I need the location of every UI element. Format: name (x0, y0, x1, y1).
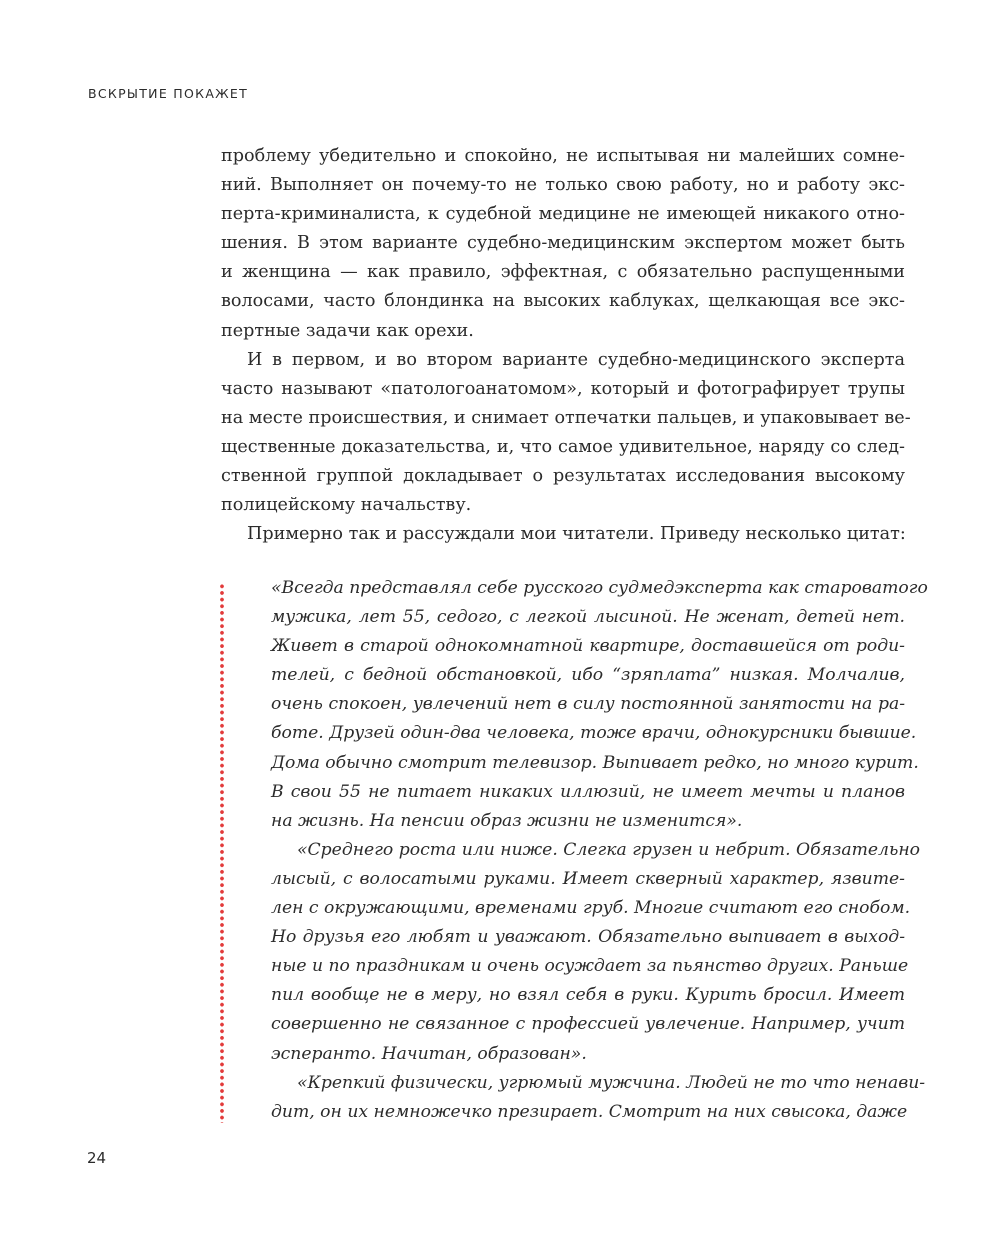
quote-line: боте. Друзей один-два человека, тоже врачи, однокурсники бывшие. (271, 723, 917, 744)
text-line: полицейскому начальству. (221, 495, 472, 516)
quote-line: Живет в старой однокомнатной квартире, доставшейся от роди- (271, 636, 905, 657)
quote-line: совершенно не связанное с профессией увлечение. Например, учит (271, 1014, 905, 1035)
text-line: пертные задачи как орехи. (221, 320, 474, 341)
quote-line: эсперанто. Начитан, образован». (271, 1043, 587, 1064)
quote-line: «Крепкий физически, угрюмый мужчина. Людей не то что ненави- (297, 1072, 926, 1093)
text-line: ственной группой докладывает о результатах исследования высокому (221, 466, 905, 487)
quote-line: на жизнь. На пенсии образ жизни не изменится». (271, 810, 743, 831)
text-line: И в первом, и во втором варианте судебно-медицинского эксперта (247, 349, 905, 370)
quote-line: лен с окружающими, временами груб. Многие считают его снобом. (271, 898, 911, 919)
quote-line: пил вообще не в меру, но взял себя в руки. Курить бросил. Имеет (271, 985, 905, 1006)
quote-line: Но друзья его любят и уважают. Обязательно выпивает в выход- (271, 927, 905, 948)
quote-dotted-rule (220, 583, 224, 1123)
text-line: на месте происшествия, и снимает отпечатки пальцев, и упаковывает ве- (221, 407, 911, 428)
text-line: перта-криминалиста, к судебной медицине не имеющей никакого отно- (221, 204, 905, 225)
text-line: щественные доказательства, и, что самое удивительное, наряду со след- (221, 436, 905, 457)
text-line: шения. В этом варианте судебно-медицинским экспертом может быть (221, 233, 905, 254)
text-line: Примерно так и рассуждали мои читатели. Приведу несколько цитат: (247, 524, 906, 545)
quote-line: дит, он их немножечко презирает. Смотрит на них свысока, даже (271, 1101, 908, 1122)
text-line: проблему убедительно и спокойно, не испытывая ни малейших сомне- (221, 146, 905, 166)
page-number: 24 (87, 1149, 107, 1167)
quote-block (271, 574, 928, 1127)
quote-line: очень спокоен, увлечений нет в силу постоянной занятости на ра- (271, 694, 905, 715)
text-line: ний. Выполняет он почему-то не только свою работу, но и работу экс- (221, 175, 905, 196)
quote-line: телей, с бедной обстановкой, ибо “зряплата” низкая. Молчалив, (271, 665, 905, 686)
quote-line: Дома обычно смотрит телевизор. Выпивает редко, но много курит. (271, 752, 919, 773)
quote-line: мужика, лет 55, седого, с легкой лысиной. Не женат, детей нет. (271, 607, 905, 628)
text-line: и женщина — как правило, эффектная, с обязательно распущенными (221, 262, 905, 283)
text-line: волосами, часто блондинка на высоких каблуках, щелкающая все экс- (221, 291, 905, 312)
quote-line: В свои 55 не питает никаких иллюзий, не имеет мечты и планов (271, 781, 905, 802)
quote-line: лысый, с волосатыми руками. Имеет скверный характер, язвите- (271, 868, 905, 889)
quote-line: «Среднего роста или ниже. Слегка грузен и небрит. Обязательно (297, 839, 921, 860)
quote-line: «Всегда представлял себе русского судмедэксперта как староватого (271, 578, 928, 598)
running-head: ВСКРЫТИЕ ПОКАЖЕТ (88, 86, 249, 101)
quote-line: ные и по праздникам и очень осуждает за пьянство других. Раньше (271, 956, 909, 977)
text-line: часто называют «патологоанатомом», который и фотографирует трупы (221, 378, 905, 399)
main-text (221, 142, 911, 549)
